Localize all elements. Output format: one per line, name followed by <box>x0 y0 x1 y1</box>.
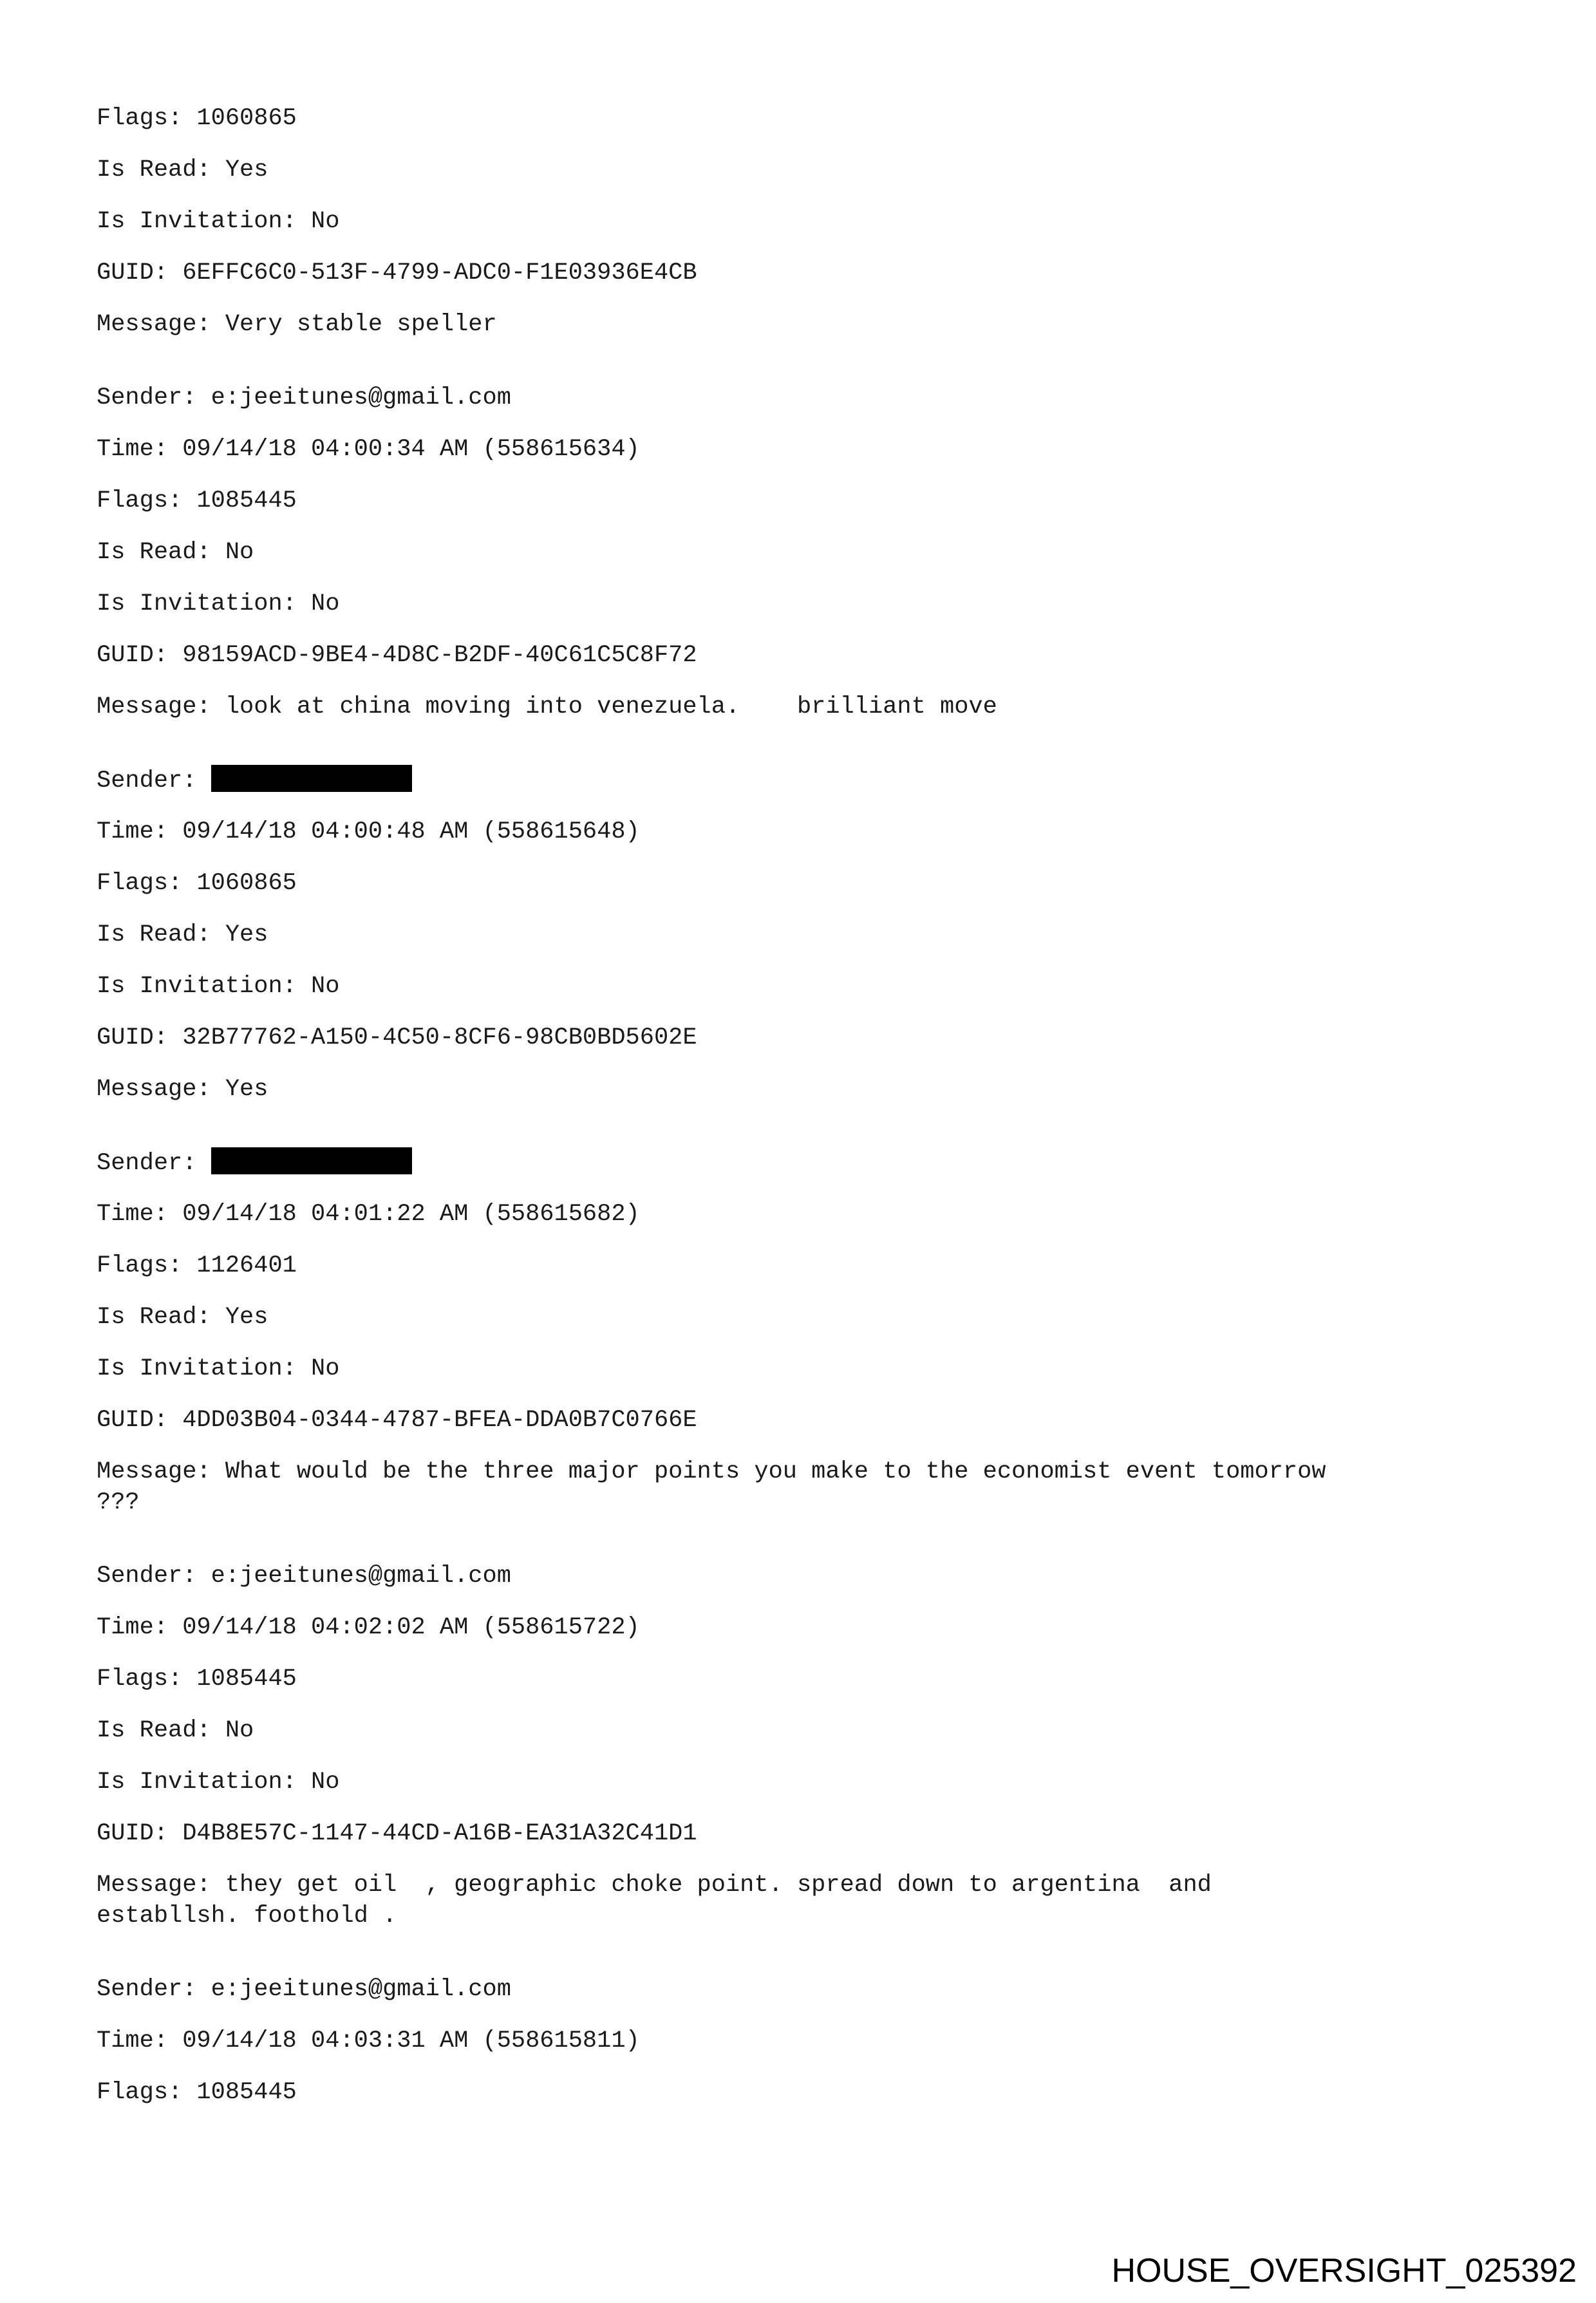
is-read-line: Is Read: Yes <box>97 156 268 183</box>
sender-line: Sender: e:jeeitunes@gmail.com <box>97 1976 511 2003</box>
message-record <box>97 1561 1513 1932</box>
message-line: Message: look at china moving into venezuela. brilliant move <box>97 693 997 720</box>
guid-line: GUID: 6EFFC6C0-513F-4799-ADC0-F1E03936E4CB <box>97 259 697 287</box>
sender-line: Sender: e:jeeitunes@gmail.com <box>97 384 511 411</box>
message-record <box>97 103 1513 340</box>
sender-line: Sender: e:jeeitunes@gmail.com <box>97 1563 511 1590</box>
time-line: Time: 09/14/18 04:01:22 AM (558615682) <box>97 1201 640 1228</box>
time-line: Time: 09/14/18 04:02:02 AM (558615722) <box>97 1614 640 1641</box>
time-line: Time: 09/14/18 04:00:34 AM (558615634) <box>97 436 640 463</box>
is-read-line: Is Read: No <box>97 539 254 566</box>
guid-line: GUID: D4B8E57C-1147-44CD-A16B-EA31A32C41D1 <box>97 1820 697 1847</box>
is-read-line: Is Read: No <box>97 1717 254 1744</box>
flags-line: Flags: 1085445 <box>97 1666 297 1693</box>
time-line: Time: 09/14/18 04:03:31 AM (558615811) <box>97 2027 640 2054</box>
message-line: Message: Yes <box>97 1076 268 1103</box>
sender-line <box>97 765 1513 796</box>
flags-line: Flags: 1085445 <box>97 2079 297 2106</box>
redaction-box <box>211 1147 412 1174</box>
message-log <box>97 103 1513 2129</box>
flags-line: Flags: 1060865 <box>97 105 297 132</box>
sender-label: Sender: <box>97 1150 211 1177</box>
guid-line: GUID: 32B77762-A150-4C50-8CF6-98CB0BD5602E <box>97 1024 697 1051</box>
record-divider <box>97 1952 1513 1974</box>
record-divider <box>97 743 1513 765</box>
record-divider <box>97 1125 1513 1147</box>
message-record <box>97 382 1513 722</box>
is-invitation-line: Is Invitation: No <box>97 1355 340 1382</box>
message-line: Message: Very stable speller <box>97 311 497 338</box>
flags-line: Flags: 1126401 <box>97 1252 297 1279</box>
is-read-line: Is Read: Yes <box>97 921 268 948</box>
is-invitation-line: Is Invitation: No <box>97 1769 340 1796</box>
guid-line: GUID: 4DD03B04-0344-4787-BFEA-DDA0B7C0766E <box>97 1407 697 1434</box>
is-invitation-line: Is Invitation: No <box>97 208 340 235</box>
message-line: Message: What would be the three major points you make to the economist event tomorrow ??? <box>97 1458 1326 1516</box>
record-divider <box>97 1539 1513 1561</box>
message-line: Message: they get oil , geographic choke point. spread down to argentina and establlsh. foothold . <box>97 1872 1212 1930</box>
flags-line: Flags: 1085445 <box>97 487 297 514</box>
guid-line: GUID: 98159ACD-9BE4-4D8C-B2DF-40C61C5C8F72 <box>97 642 697 669</box>
is-invitation-line: Is Invitation: No <box>97 973 340 1000</box>
sender-label: Sender: <box>97 767 211 794</box>
redaction-box <box>211 765 412 792</box>
bates-number: HOUSE_OVERSIGHT_025392 <box>1111 2252 1577 2289</box>
sender-line <box>97 1147 1513 1178</box>
is-read-line: Is Read: Yes <box>97 1304 268 1331</box>
is-invitation-line: Is Invitation: No <box>97 590 340 617</box>
message-record <box>97 765 1513 1105</box>
flags-line: Flags: 1060865 <box>97 870 297 897</box>
message-record <box>97 1147 1513 1518</box>
time-line: Time: 09/14/18 04:00:48 AM (558615648) <box>97 818 640 845</box>
record-divider <box>97 361 1513 382</box>
message-record <box>97 1974 1513 2108</box>
